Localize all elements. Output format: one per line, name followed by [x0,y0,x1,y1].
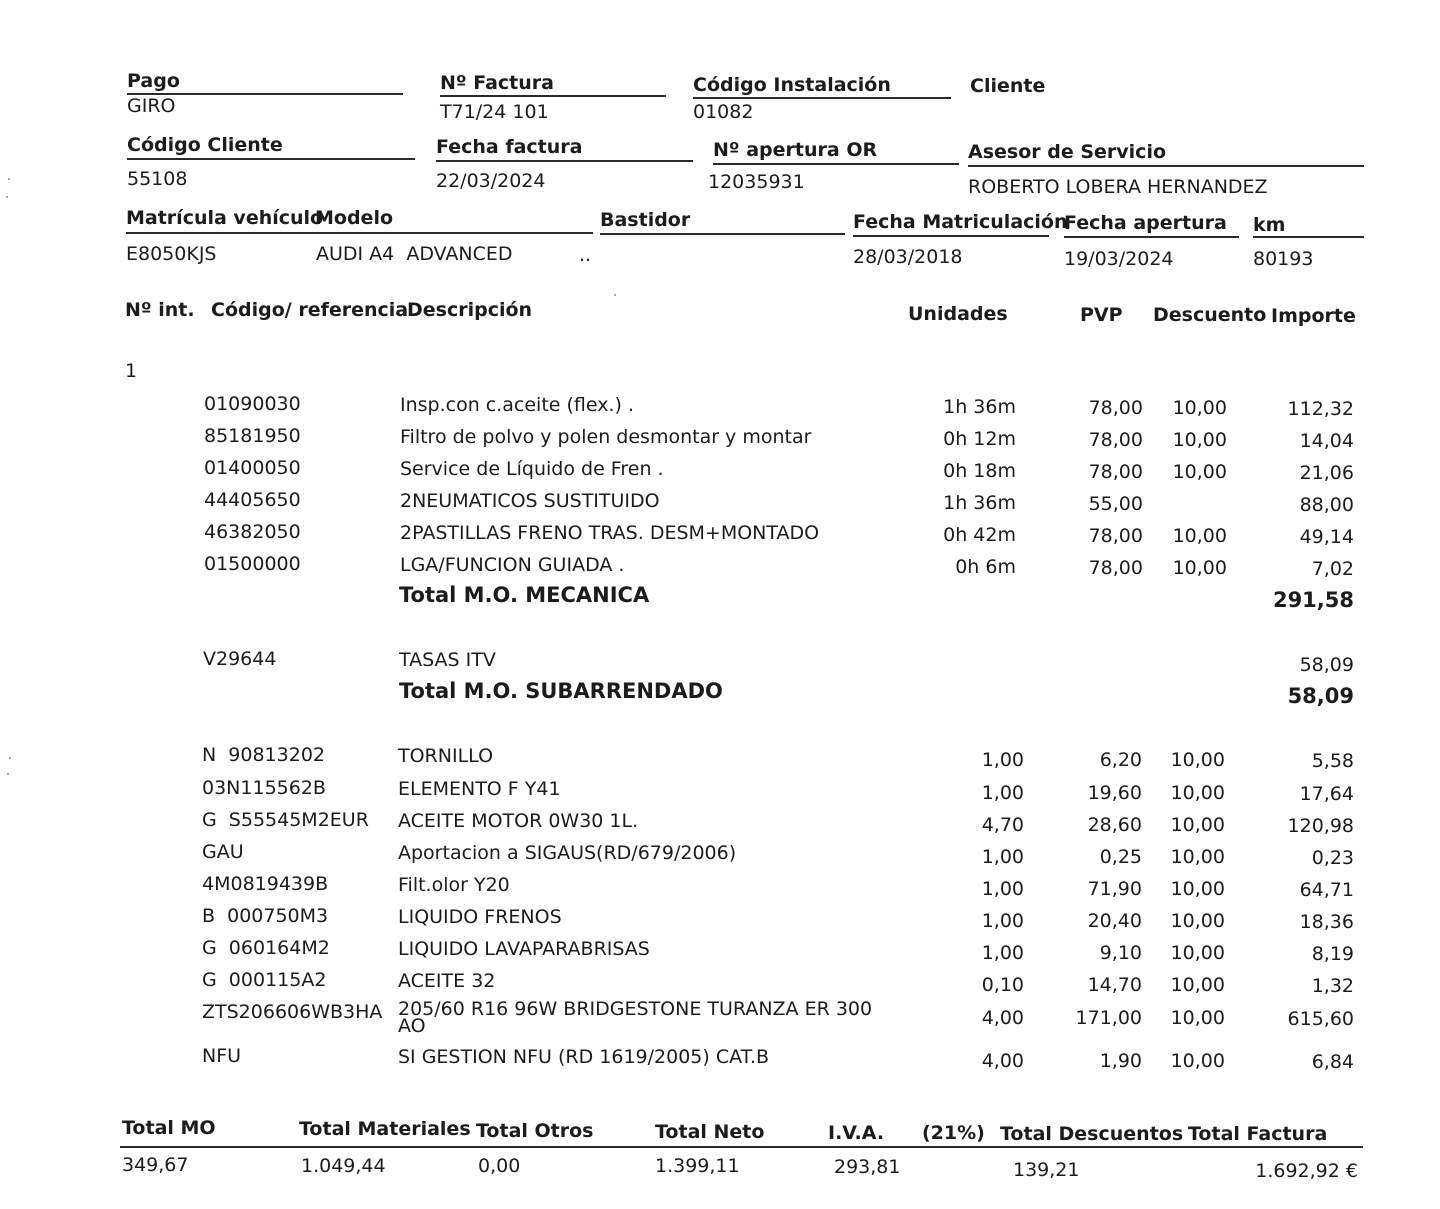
row-units: 0h 6m [955,556,1016,578]
row-code: N 90813202 [202,744,325,766]
row-description: Insp.con c.aceite (flex.) . [400,394,635,416]
row-units: 1,00 [981,942,1024,964]
row-pvp: 19,60 [1087,782,1142,804]
row-code: 01090030 [204,393,301,415]
total-neto-label: Total Neto [655,1121,765,1143]
total-factura-label: Total Factura [1188,1123,1328,1145]
apertura-or-value: 12035931 [708,171,805,193]
row-amount: 49,14 [1299,526,1354,548]
row-discount: 10,00 [1170,878,1225,900]
col-descripcion: Descripción [407,299,533,321]
row-pvp: 20,40 [1087,910,1142,932]
row-description: TORNILLO [398,745,494,767]
row-code: G 000115A2 [202,969,327,991]
row-pvp: 1,90 [1099,1050,1142,1072]
row-discount: 10,00 [1170,782,1225,804]
instalacion-label: Código Instalación [693,74,891,96]
row-pvp: 0,25 [1099,846,1142,868]
row-code: G S55545M2EUR [202,809,369,831]
bastidor-value: .. [579,244,592,266]
row-amount: 1,32 [1311,975,1354,997]
divider [1253,236,1364,238]
row-description: LGA/FUNCION GUIADA . [400,554,625,576]
row-description: Filt.olor Y20 [398,874,510,896]
total-otros-value: 0,00 [478,1155,521,1177]
scan-speck [614,294,616,296]
row-pvp: 78,00 [1088,461,1143,483]
row-units: 0h 12m [943,428,1016,450]
divider [1064,236,1239,238]
row-amount: 112,32 [1287,398,1354,420]
row-discount: 10,00 [1170,974,1225,996]
total-mo-label: Total MO [122,1117,216,1139]
row-amount: 64,71 [1299,879,1354,901]
row-pvp: 78,00 [1088,557,1143,579]
row-amount: 8,19 [1311,943,1354,965]
row-discount: 10,00 [1170,910,1225,932]
row-pvp: 55,00 [1088,493,1143,515]
row-pvp: 171,00 [1075,1007,1142,1029]
row-discount: 10,00 [1170,749,1225,771]
asesor-value: ROBERTO LOBERA HERNANDEZ [968,176,1268,198]
row-discount: 10,00 [1170,814,1225,836]
row-amount: 21,06 [1299,462,1354,484]
km-label: km [1253,214,1286,236]
row-code: B 000750M3 [202,905,329,927]
iva-value: 293,81 [834,1156,901,1178]
row-description: Filtro de polvo y polen desmontar y montar [400,426,812,448]
row-pvp: 14,70 [1087,974,1142,996]
col-unidades: Unidades [908,303,1008,325]
row-code: 4M0819439B [202,873,329,895]
row-code: 03N115562B [202,777,326,799]
total-mo-value: 349,67 [122,1154,189,1176]
row-discount: 10,00 [1172,525,1227,547]
sub-code: V29644 [203,648,277,670]
row-amount: 0,23 [1311,847,1354,869]
factura-value: T71/24 101 [440,101,549,123]
row-code: 44405650 [204,489,301,511]
asesor-label: Asesor de Servicio [968,141,1167,163]
row-units: 1,00 [981,878,1024,900]
total-descuentos-value: 139,21 [1013,1159,1080,1181]
row-discount: 10,00 [1172,429,1227,451]
row-pvp: 71,90 [1087,878,1142,900]
fecha-apertura-value: 19/03/2024 [1064,248,1174,270]
fecha-factura-label: Fecha factura [436,136,583,158]
total-mecanica-value: 291,58 [1272,588,1354,612]
divider [713,163,959,165]
divider [693,97,951,99]
row-pvp: 78,00 [1088,397,1143,419]
divider [853,235,1049,237]
row-units: 4,70 [981,814,1024,836]
row-description: Aportacion a SIGAUS(RD/679/2006) [398,842,737,864]
row-description: 205/60 R16 96W BRIDGESTONE TURANZA ER 300 [398,998,873,1020]
row-discount: 10,00 [1172,557,1227,579]
divider [126,232,593,234]
total-materiales-value: 1.049,44 [301,1155,386,1177]
row-description: ELEMENTO F Y41 [398,778,561,800]
row-description: LIQUIDO FRENOS [398,906,562,928]
iva-rate: (21%) [922,1122,985,1144]
row-units: 1,00 [981,782,1024,804]
row-units: 0,10 [981,974,1024,996]
row-description: 2NEUMATICOS SUSTITUIDO [400,490,660,512]
cliente-label: Cliente [970,75,1046,97]
row-discount: 10,00 [1170,846,1225,868]
total-subarrendado-value: 58,09 [1287,684,1354,708]
total-neto-value: 1.399,11 [655,1155,740,1177]
factura-label: Nº Factura [440,72,554,94]
fecha-factura-value: 22/03/2024 [436,170,546,192]
row-code: GAU [202,841,244,863]
row-discount: 10,00 [1172,397,1227,419]
row-units: 0h 42m [943,524,1016,546]
row-units: 1h 36m [943,492,1016,514]
total-mecanica-label: Total M.O. MECANICA [399,583,650,607]
row-amount: 7,02 [1311,558,1354,580]
row-amount: 615,60 [1287,1008,1354,1030]
modelo-label: Modelo [315,207,394,229]
row-amount: 14,04 [1299,430,1354,452]
row-units: 0h 18m [943,460,1016,482]
total-descuentos-label: Total Descuentos [1000,1123,1184,1145]
row-discount: 10,00 [1172,461,1227,483]
footer-divider [120,1146,1363,1148]
col-pvp: PVP [1080,304,1123,326]
scan-speck [6,196,8,198]
row-code: NFU [202,1045,242,1067]
row-amount: 17,64 [1299,783,1354,805]
col-n-int: Nº int. [125,299,195,321]
row-code: 01400050 [204,457,301,479]
divider [440,95,666,97]
row-description: 2PASTILLAS FRENO TRAS. DESM+MONTADO [400,522,820,544]
row-units: 1h 36m [943,396,1016,418]
row-description: Service de Líquido de Fren . [400,458,664,480]
codigo-cliente-label: Código Cliente [127,134,283,156]
km-value: 80193 [1253,248,1314,270]
row-units: 4,00 [981,1007,1024,1029]
row-pvp: 78,00 [1088,429,1143,451]
row-description: ACEITE MOTOR 0W30 1L. [398,810,639,832]
row-units: 4,00 [981,1050,1024,1072]
matricula-value: E8050KJS [126,243,217,265]
divider [600,233,845,235]
bastidor-label: Bastidor [600,209,691,231]
group-number: 1 [125,360,138,382]
row-discount: 10,00 [1170,1007,1225,1029]
row-units: 1,00 [981,910,1024,932]
row-code: ZTS206606WB3HA [202,1001,383,1023]
pago-label: Pago [127,70,180,92]
scan-speck [8,178,10,180]
row-code: G 060164M2 [202,937,330,959]
fecha-apertura-label: Fecha apertura [1064,212,1227,234]
row-discount: 10,00 [1170,942,1225,964]
row-amount: 120,98 [1287,815,1354,837]
iva-label: I.V.A. [828,1122,885,1144]
total-factura-value: 1.692,92 € [1255,1160,1358,1182]
divider [968,165,1364,167]
pago-value: GIRO [127,95,176,117]
modelo-value: AUDI A4 ADVANCED [316,243,513,265]
total-otros-label: Total Otros [476,1120,594,1142]
scan-speck [9,757,11,759]
col-importe: Importe [1271,305,1356,327]
row-pvp: 78,00 [1088,525,1143,547]
row-pvp: 9,10 [1099,942,1142,964]
divider [436,160,693,162]
apertura-or-label: Nº apertura OR [713,139,878,161]
row-pvp: 6,20 [1099,749,1142,771]
codigo-cliente-value: 55108 [127,168,188,190]
row-units: 1,00 [981,846,1024,868]
col-codigo: Código/ referencia [211,299,409,321]
row-code: 85181950 [204,425,301,447]
row-code: 46382050 [204,521,301,543]
row-description: SI GESTION NFU (RD 1619/2005) CAT.B [398,1046,770,1068]
total-materiales-label: Total Materiales [299,1118,471,1140]
fecha-matric-value: 28/03/2018 [853,246,963,268]
row-amount: 18,36 [1299,911,1354,933]
scan-speck [7,773,9,775]
row-code: 01500000 [204,553,301,575]
matricula-label: Matrícula vehículo [126,207,324,229]
row-description-cont: AO [398,1015,426,1037]
total-subarrendado-label: Total M.O. SUBARRENDADO [399,679,723,703]
instalacion-value: 01082 [693,101,754,123]
row-amount: 6,84 [1311,1051,1354,1073]
row-pvp: 28,60 [1087,814,1142,836]
row-amount: 88,00 [1299,494,1354,516]
row-units: 1,00 [981,749,1024,771]
col-descuento: Descuento [1153,304,1267,326]
divider [127,158,415,160]
row-discount: 10,00 [1170,1050,1225,1072]
fecha-matric-label: Fecha Matriculación [853,211,1068,233]
row-description: ACEITE 32 [398,970,496,992]
sub-amount: 58,09 [1299,654,1354,676]
row-description: LIQUIDO LAVAPARABRISAS [398,938,650,960]
row-amount: 5,58 [1311,750,1354,772]
sub-desc: TASAS ITV [399,649,496,671]
